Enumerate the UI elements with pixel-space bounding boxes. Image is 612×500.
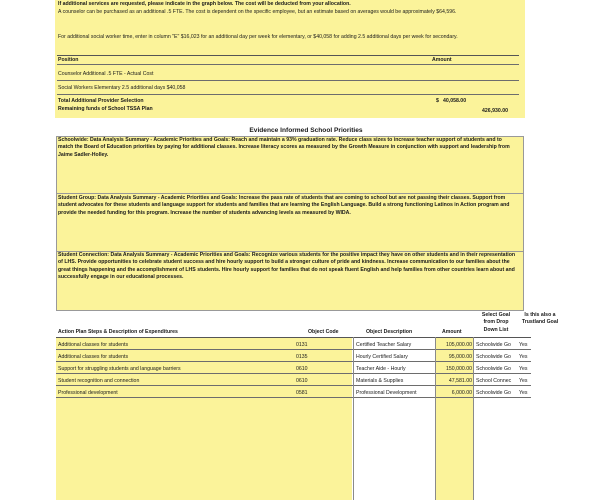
trustland-header: Is this also a Trustland Goal [521,312,559,326]
row-code: 0581 [296,390,308,396]
row-amount: 105,000.00 [446,342,472,348]
row-amount: 150,000.00 [446,366,472,372]
row-desc: Certified Teacher Salary [356,342,412,348]
row-step: Student recognition and connection [58,378,140,384]
amount-col-header: Amount [442,329,462,335]
row-goal[interactable]: Schoolwide Go [476,366,511,372]
remaining-funds-amount: 426,930.00 [482,108,508,114]
priorities-title: Evidence Informed School Priorities [249,127,363,134]
row-code: 0135 [296,354,308,360]
row-trust[interactable]: Yes [519,342,528,348]
student-group-text: Student Group: Data Analysis Summary - Academic Priorities and Goals: Increase the pass rate of students that are coming to school but are not passing their classes. Support from student advocates for these students and language support for students and families that are learning the English Language. Build a strong functioning Latinos in Action program and provide the needed funding for this program. Increase the number of students advancing levels as measured by WIDA. [58,195,510,216]
total-provider-amount: 40,058.00 [443,98,467,104]
intro-heading: If additional services are requested, please indicate in the graph below. The cost will be deducted from your allocation. [58,1,351,7]
row-desc: Hourly Certified Salary [356,354,408,360]
row-desc: Professional Development [356,390,417,396]
row-code: 0610 [296,366,308,372]
object-code-header: Object Code [308,329,339,335]
object-desc-header: Object Description [366,329,413,335]
counselor-note: A counselor can be purchased as an additional .5 FTE. The cost is dependent on the specific employee, but an estimate based on averages would be approximately $64,596. [58,9,457,15]
schoolwide-text: Schoolwide: Data Analysis Summary - Academic Priorities and Goals: Reach and maintain a 93% graduation rate. Reduce class sizes to increase teacher support of students and to match the Board of Education priorities by paying for additional classes. Increase literacy scores as measured by the Growth Measure in conjunction with support and leadership from Jaime Sadler-Holley. [58,137,510,158]
position-row-counselor[interactable]: Counselor Additional .5 FTE - Actual Cost [58,71,154,77]
row-trust[interactable]: Yes [519,378,528,384]
steps-input-area[interactable] [56,338,352,500]
row-code: 0610 [296,378,308,384]
social-worker-note: For additional social worker time, enter in column "E" $16,023 for an additional day per week for elementary, or $40,058 for adding 2.5 additional days per week for secondary. [58,34,458,40]
row-trust[interactable]: Yes [519,366,528,372]
row-step: Support for struggling students and language barriers [58,366,181,372]
amount-input-area[interactable] [435,338,473,500]
row-amount: 6,000.00 [451,390,472,396]
row-amount: 95,000.00 [448,354,472,360]
row-trust[interactable]: Yes [519,390,528,396]
row-step: Professional development [58,390,118,396]
row-goal[interactable]: School Connec [476,378,512,384]
row-step: Additional classes for students [58,354,129,360]
row-trust[interactable]: Yes [519,354,528,360]
row-goal[interactable]: Schoolwide Go [476,354,511,360]
row-desc: Materials & Supplies [356,378,404,384]
row-step: Additional classes for students [58,342,129,348]
student-connection-text: Student Connection: Data Analysis Summary - Academic Priorities and Goals: Recognize various students for the positive impact they have on other students and in their representation of LHS. Provide opportunities to celebrate student success and hire hourly support to build a stronger culture of pride and kindness. Increase communication to our families about the great things happening and the accomplishment of LHS students. Hire hourly support for families that do not speak fluent English and help families from other countries learn about and successfully engage in our educational processes. [58,252,516,281]
position-header: Position [58,57,79,63]
row-goal[interactable]: Schoolwide Go [476,342,511,348]
total-dollar-sign: $ [436,98,439,104]
total-provider-label: Total Additional Provider Selection [58,98,144,104]
steps-header: Action Plan Steps & Description of Expenditures [58,329,178,335]
row-code: 0131 [296,342,308,348]
position-row-social-worker[interactable]: Social Workers Elementary 2.5 additional days $40,058 [58,85,186,91]
amount-header: Amount [432,57,452,63]
remaining-funds-label: Remaining funds of School TSSA Plan [58,106,153,112]
row-desc: Teacher Aide - Hourly [356,366,406,372]
row-amount: 47,581.00 [448,378,472,384]
goal-header: Select Goal from Drop Down List [481,312,511,333]
row-goal[interactable]: Schoolwide Go [476,390,511,396]
